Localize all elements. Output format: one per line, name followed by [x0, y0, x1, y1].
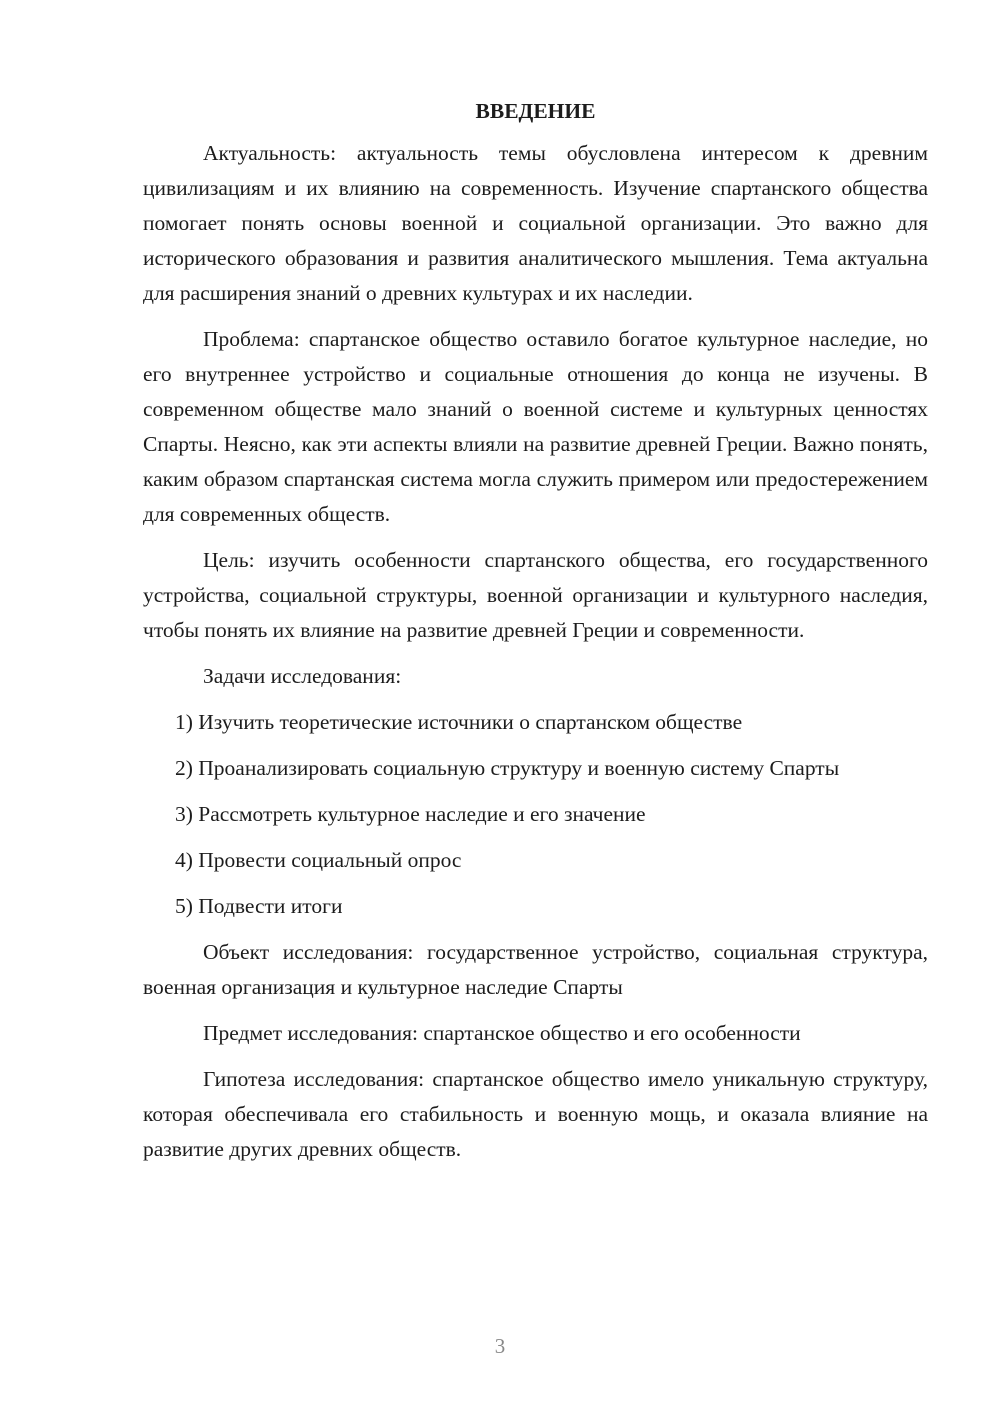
goal-paragraph: Цель: изучить особенности спартанского общества, его государственного устройства, социальной структуры, военной организации и культурного наследия, чтобы понять их влияние на развитие древней Греции и современности. [143, 548, 928, 642]
task-item: 3) Рассмотреть культурное наследие и его значение [175, 802, 646, 826]
relevance-paragraph: Актуальность: актуальность темы обусловлена интересом к древним цивилизациям и их влиянию на современность. Изучение спартанского общества помогает понять основы военной и социальной организации. Это важно для исторического образования и развития аналитического мышления. Тема актуальна для расширения знаний о древних культурах и их наследии. [143, 141, 928, 305]
section-heading: ВВЕДЕНИЕ [475, 99, 596, 123]
subject-paragraph: Предмет исследования: спартанское общество и его особенности [203, 1021, 801, 1045]
task-item: 2) Проанализировать социальную структуру и военную систему Спарты [175, 756, 840, 780]
object-paragraph: Объект исследования: государственное устройство, социальная структура, военная организация и культурное наследие Спарты [143, 940, 928, 999]
hypothesis-paragraph: Гипотеза исследования: спартанское общество имело уникальную структуру, которая обеспечивала его стабильность и военную мощь, и оказала влияние на развитие других древних обществ. [143, 1067, 928, 1161]
problem-paragraph: Проблема: спартанское общество оставило богатое культурное наследие, но его внутреннее устройство и социальные отношения до конца не изучены. В современном обществе мало знаний о военной системе и культурных ценностях Спарты. Неясно, как эти аспекты влияли на развитие древней Греции. Важно понять, каким образом спартанская система могла служить примером или предостережением для современных обществ. [143, 327, 928, 526]
task-item: 5) Подвести итоги [175, 894, 343, 918]
tasks-label: Задачи исследования: [203, 664, 402, 688]
tasks-list [143, 705, 928, 924]
page-number: 3 [494, 1334, 506, 1358]
task-item: 1) Изучить теоретические источники о спартанском обществе [175, 710, 743, 734]
task-item: 4) Провести социальный опрос [175, 848, 462, 872]
document-page [143, 96, 928, 1167]
